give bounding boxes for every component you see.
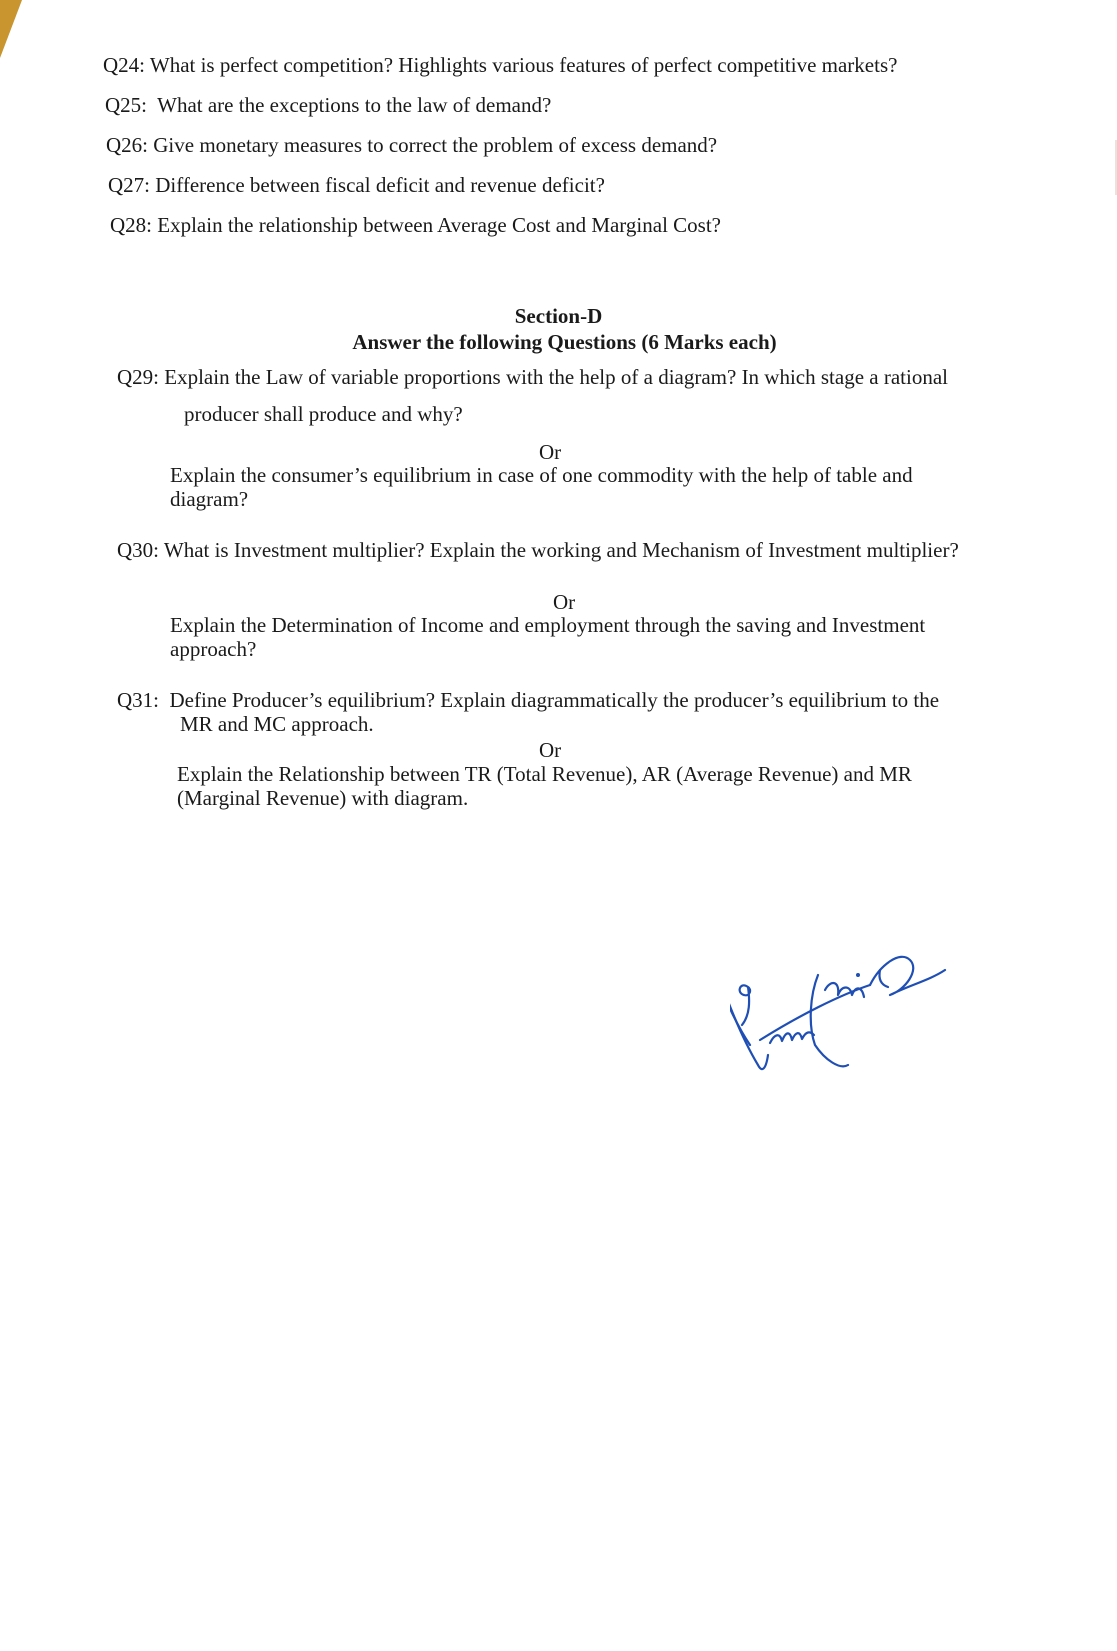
question-number: Q24: (103, 53, 145, 77)
alternative-question: Explain the consumer’s equilibrium in case of one commodity with the help of table and (170, 463, 913, 487)
alternative-question: Explain the Relationship between TR (Total Revenue), AR (Average Revenue) and MR (177, 762, 912, 786)
or-separator: Or (539, 440, 562, 464)
question-text: Explain the Law of variable proportions with the help of a diagram? In which stage a rational (164, 365, 948, 389)
alternative-continuation: approach? (170, 637, 257, 661)
question-number: Q26: (106, 133, 148, 157)
question-q30 (117, 538, 959, 563)
question-number: Q28: (110, 213, 152, 237)
alternative-continuation: diagram? (170, 487, 249, 511)
or-separator: Or (539, 738, 562, 762)
question-number: Q31: (117, 688, 159, 712)
question-text: Explain the relationship between Average Cost and Marginal Cost? (157, 213, 721, 237)
question-q25 (105, 93, 551, 118)
question-continuation: producer shall produce and why? (184, 402, 463, 426)
question-q24 (103, 53, 897, 78)
question-number: Q30: (117, 538, 159, 562)
question-text: Give monetary measures to correct the problem of excess demand? (153, 133, 718, 157)
question-q31 (117, 688, 939, 713)
question-number: Q29: (117, 365, 159, 389)
question-text: What is Investment multiplier? Explain the working and Mechanism of Investment multiplier? (163, 538, 959, 562)
question-continuation: MR and MC approach. (180, 712, 374, 736)
alternative-question: Explain the Determination of Income and employment through the saving and Investment (170, 613, 926, 637)
question-text: Define Producer’s equilibrium? Explain diagrammatically the producer’s equilibrium to the (169, 688, 940, 712)
question-q29 (117, 365, 948, 390)
question-text: Difference between fiscal deficit and revenue deficit? (155, 173, 605, 197)
question-text: What is perfect competition? Highlights various features of perfect competitive markets? (149, 53, 898, 77)
corner-tape-mark (0, 0, 22, 58)
section-title: Section-D (514, 304, 603, 328)
question-text: What are the exceptions to the law of demand? (157, 93, 552, 117)
question-number: Q25: (105, 93, 147, 117)
question-q28 (110, 213, 721, 238)
question-q26 (106, 133, 717, 158)
question-number: Q27: (108, 173, 150, 197)
or-separator: Or (553, 590, 576, 614)
signature (730, 945, 960, 1085)
section-instruction: Answer the following Questions (6 Marks each) (352, 330, 777, 354)
alternative-continuation: (Marginal Revenue) with diagram. (177, 786, 469, 810)
question-q27 (108, 173, 605, 198)
